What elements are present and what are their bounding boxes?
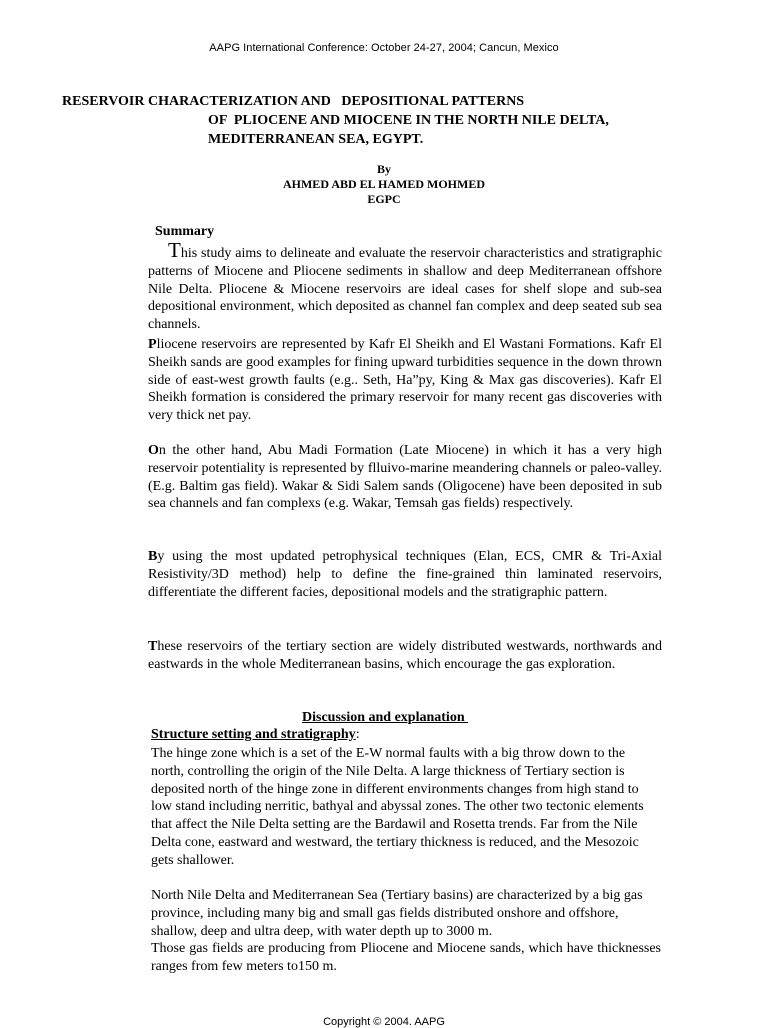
paper-title-line-3: MEDITERRANEAN SEA, EGYPT.	[208, 132, 424, 147]
discussion-heading: Discussion and explanation	[302, 710, 469, 725]
summary-paragraph-2	[148, 336, 662, 425]
conference-header: AAPG International Conference: October 24-27, 2004; Cancun, Mexico	[209, 42, 559, 54]
copyright-footer: Copyright © 2004. AAPG	[323, 1016, 445, 1028]
discussion-paragraph-2: North Nile Delta and Mediterranean Sea (Tertiary basins) are characterized by a big gas province, including many big and small gas fields distributed onshore and offshore, shallow, deep and ultra deep, with water depth up to 3000 m.	[151, 888, 643, 939]
author-affiliation: EGPC	[367, 192, 401, 206]
summary-paragraph-1	[148, 238, 662, 334]
by-label: By	[376, 162, 391, 176]
discussion-paragraph-3: Those gas fields are producing from Pliocene and Miocene sands, which have thicknesses ranges from few meters to150 m.	[151, 941, 661, 974]
initial-letter: B	[148, 549, 158, 564]
summary-heading: Summary	[155, 224, 215, 239]
subheading-text: Structure setting and stratigraphy	[151, 727, 356, 742]
summary-paragraph-3	[148, 442, 662, 513]
paragraph-text: n the other hand, Abu Madi Formation (Late Miocene) in which it has a very high reservoir potentiality is represented by flluivo-marine meandering channels or paleo-valley. (E.g. Baltim gas field). Wakar & Sidi Salem sands (Oligocene) have been deposited in sub sea channels and fan complexs (e.g. Wakar, Temsah gas fields) respectively.	[148, 443, 662, 512]
structure-subheading	[151, 727, 360, 743]
paragraph-text: his study aims to delineate and evaluate the reservoir characteristics and stratigraphic patterns of Miocene and Pliocene sediments in shallow and deep Mediterranean offshore Nile Delta. Pliocene & Miocene reservoirs are ideal cases for shelf slope and sub-sea depositional environment, which deposited as channel fan complex and deep seated sub sea channels.	[148, 246, 662, 333]
paragraph-text: liocene reservoirs are represented by Kafr El Sheikh and El Wastani Formations. Kafr El Sheikh sands are good examples for fining upward turbidities sequence in the down thrown side of east-west growth faults (e.g.. Seth, Ha”py, King & Max gas discoveries). Kafr El Sheikh formation is considered the primary reservoir for many recent gas discoveries with very thick net pay.	[148, 337, 662, 424]
discussion-paragraph-1: The hinge zone which is a set of the E-W normal faults with a big throw down to the north, controlling the origin of the Nile Delta. A large thickness of Tertiary section is deposited north of the hinge zone in different environments changes from high stand to low stand including nerritic, bathyal and abyssal zones. The other two tectonic elements that affect the Nile Delta setting are the Bardawil and Rosetta trends. Far from the Nile Delta cone, eastward and westward, the tertiary thickness is reduced, and the Mesozoic gets shallower.	[151, 746, 644, 868]
initial-letter: O	[148, 443, 159, 458]
paragraph-text: y using the most updated petrophysical techniques (Elan, ECS, CMR & Tri-Axial Resistivity/3D method) help to define the fine-grained thin laminated reservoirs, differentiate the different facies, depositional models and the stratigraphic pattern.	[148, 549, 662, 600]
subheading-colon: :	[355, 727, 360, 742]
paper-title-line-2: OF PLIOCENE AND MIOCENE IN THE NORTH NILE DELTA,	[208, 113, 609, 128]
author-name: AHMED ABD EL HAMED MOHMED	[282, 177, 485, 191]
initial-letter: P	[148, 337, 157, 352]
paper-title-line-1: RESERVOIR CHARACTERIZATION AND DEPOSITIONAL PATTERNS	[62, 94, 525, 109]
drop-cap: T	[168, 238, 181, 262]
initial-letter: T	[148, 639, 158, 654]
summary-paragraph-5	[148, 638, 662, 674]
summary-paragraph-4	[148, 548, 662, 601]
paragraph-text: hese reservoirs of the tertiary section are widely distributed westwards, northwards and eastwards in the whole Mediterranean basins, which encourage the gas exploration.	[148, 639, 662, 672]
byline	[0, 162, 768, 207]
